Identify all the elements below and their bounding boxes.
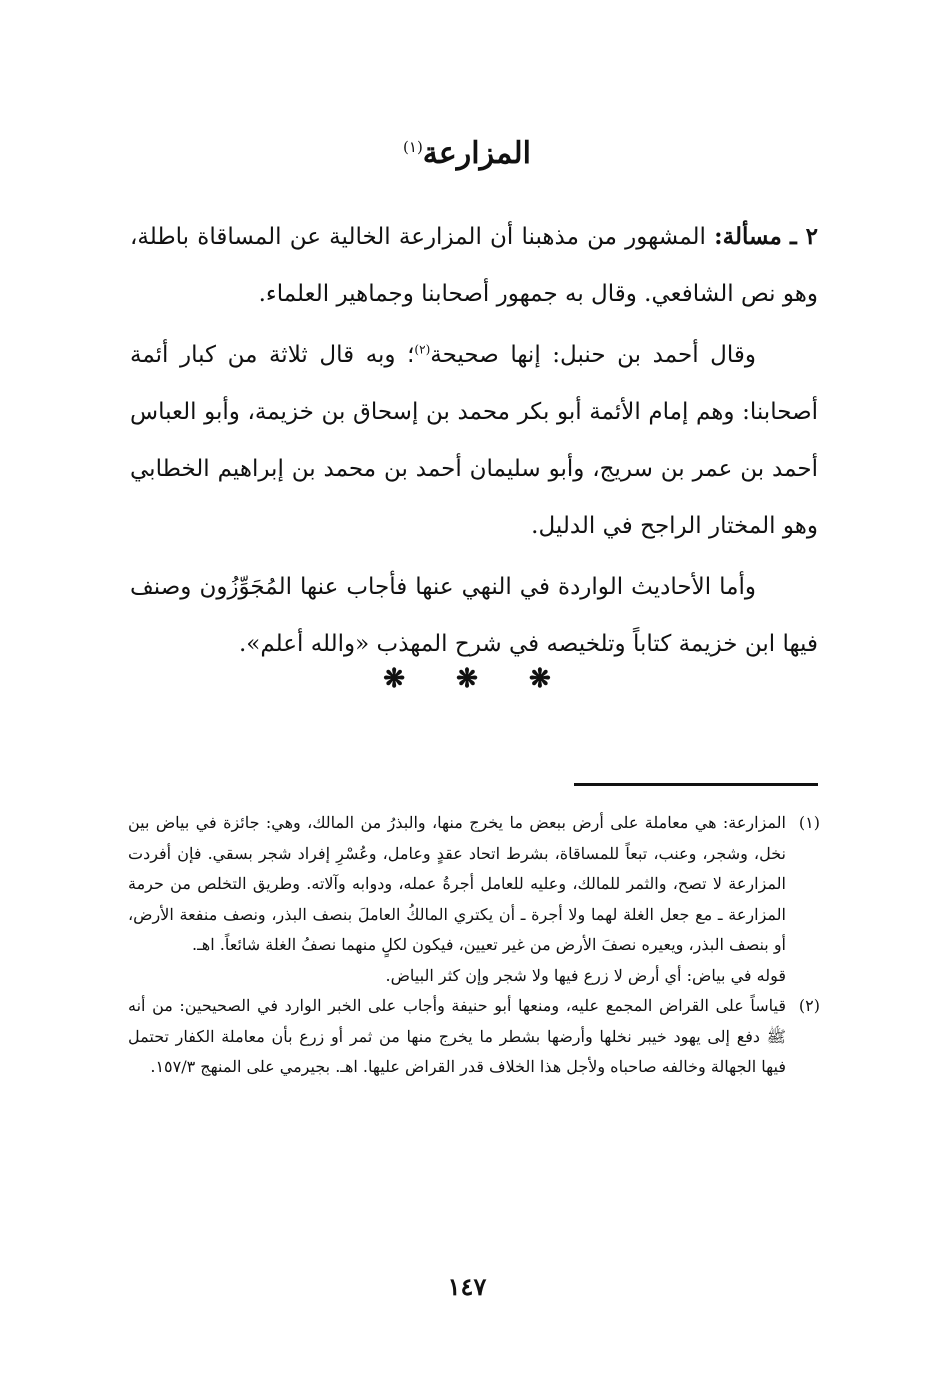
footnote-1 [128,808,820,961]
main-text [130,208,818,673]
paragraph-ahmad [130,327,818,555]
issue-heading: مسألة: [714,223,782,250]
paragraph-ahmad-text-a: وقال أحمد بن حنبل: إنها صحيحة [430,342,756,368]
paragraph-ahadith [130,559,818,673]
footnote-1-note: قوله في بياض: أي أرض لا زرع فيها ولا شجر وإن كثر البياض. [385,965,786,985]
chapter-title [0,136,934,171]
issue-number: ٢ ـ [790,223,819,250]
footnote-2-text: قياساً على القراض المجمع عليه، ومنعها أبو حنيفة وأجاب على الخبر الوارد في الصحيحين: من أنه ﷺ دفع إلى يهود خيبر نخلها وأرضها بشطر ما يخرج منها من ثمر أو زرع بأن معاملة الكفار تحتمل فيها الجهالة وخالفه صاحباه ولأجل هذا الخلاف قدر القراض عليها. اهـ. بجيرمي على المنهج ١٥٧/٣. [128,996,786,1076]
paragraph-ahadith-text: وأما الأحاديث الواردة في النهي عنها فأجاب عنها المُجَوِّزُون وصنف فيها ابن خزيمة كتاباً وتلخيصه في شرح المهذب «والله أعلم». [130,574,818,657]
footnote-1-text: المزارعة: هي معاملة على أرض ببعض ما يخرج منها، والبذرُ من المالك، وهي: جائزة في بياض بين نخل، وشجر، وعنب، تبعاً للمساقاة، بشرط اتحاد عقدٍ وعامل، وعُسْرِ إفراد شجر بسقي. فإن أفردت المزارعة لا تصح، والثمر للمالك، وعليه للعامل أجرةُ عمله، ودوابه وآلاته. وطريق التخلص من حرمة المزارعة ـ مع جعل الغلة لهما ولا أجرة ـ أن يكتري المالكُ العاملَ بنصف البذر، ونصف منفعة الأرض، أو بنصف البذر، ويعيره نصفَ الأرض من غير تعيين، فيكون لكلٍ منهما نصفُ الغلة شائعاً. اهـ. [128,813,787,954]
chapter-title-footnote-ref: (١) [403,138,423,156]
footnote-2 [128,991,820,1083]
footnotes [128,808,820,1083]
footnote-ref-2: (٢) [414,342,431,357]
footnote-2-number: (٢) [798,996,820,1015]
footnote-divider [574,783,818,786]
page-number: ١٤٧ [447,1272,487,1301]
paragraph-masala [130,208,818,323]
paragraph-masala-text: المشهور من مذهبنا أن المزارعة الخالية عن المساقاة باطلة، وهو نص الشافعي. وقال به جمهور أصحابنا وجماهير العلماء. [130,224,818,307]
chapter-title-text: المزارعة [422,136,531,171]
section-separator: ❋ ❋ ❋ [383,664,551,694]
paragraph-ahmad-text-b: ؛ وبه قال ثلاثة من كبار أئمة أصحابنا: وهم إمام الأئمة أبو بكر محمد بن إسحاق بن خزيمة، وأبو العباس أحمد بن عمر بن سريج، وأبو سليمان أحمد بن محمد بن إبراهيم الخطابي وهو المختار الراجح في الدليل. [130,342,818,539]
footnote-1-number: (١) [798,813,820,832]
